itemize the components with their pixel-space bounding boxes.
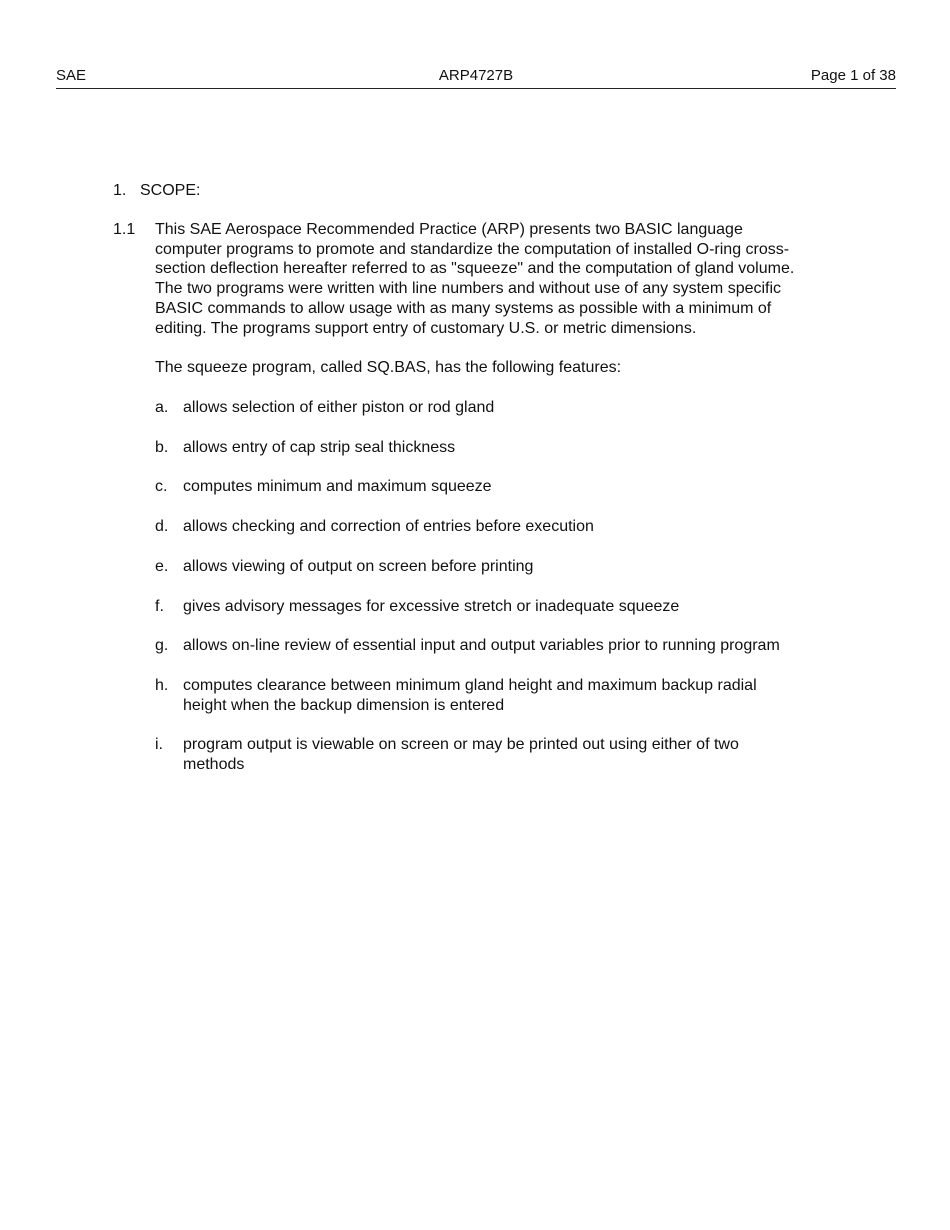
list-item (155, 438, 855, 458)
features-intro: The squeeze program, called SQ.BAS, has the following features: (155, 359, 622, 376)
list-item (155, 676, 855, 715)
list-item (155, 735, 855, 774)
list-item-label: g. (155, 637, 169, 655)
list-item (155, 517, 855, 537)
list-item-label: e. (155, 557, 169, 575)
header-doc-number: ARP4727B (438, 67, 514, 84)
section-heading (113, 181, 200, 201)
list-item-text: methods (183, 756, 245, 774)
paragraph-1-1 (113, 220, 853, 338)
paragraph-line: computer programs to promote and standardize the computation of installed O-ring cross- (155, 240, 790, 258)
page-header (56, 66, 896, 89)
list-item-text: allows selection of either piston or rod gland (183, 399, 495, 416)
paragraph-line: This SAE Aerospace Recommended Practice (ARP) presents two BASIC language (155, 221, 743, 238)
list-item (155, 557, 855, 577)
list-item-label: b. (155, 438, 169, 456)
list-item-label: c. (155, 478, 168, 496)
section-title: SCOPE: (140, 182, 201, 199)
paragraph-number: 1.1 (113, 221, 136, 238)
list-item-text: allows on-line review of essential input and output variables prior to running program (183, 637, 780, 655)
list-item-text: allows entry of cap strip seal thickness (183, 438, 456, 456)
list-item (155, 636, 855, 656)
paragraph-text (155, 220, 853, 338)
list-item-label: h. (155, 676, 169, 694)
list-item-label: i. (155, 736, 163, 754)
list-item-text: gives advisory messages for excessive stretch or inadequate squeeze (183, 597, 680, 615)
list-item-text: computes minimum and maximum squeeze (183, 478, 492, 496)
list-item (155, 597, 855, 617)
section-number: 1. (113, 182, 127, 199)
list-item-label: d. (155, 518, 169, 536)
paragraph-line: BASIC commands to allow usage with as many systems as possible with a minimum of (155, 299, 772, 317)
list-item-text: allows viewing of output on screen before printing (183, 557, 534, 575)
header-page-number: Page 1 of 38 (810, 67, 896, 84)
paragraph-line: The two programs were written with line numbers and without use of any system specific (155, 280, 782, 298)
list-item (155, 398, 855, 418)
list-item-label: f. (155, 597, 164, 615)
paragraph-line: section deflection hereafter referred to as "squeeze" and the computation of gland volume. (155, 260, 795, 278)
header-org: SAE (56, 67, 87, 84)
list-item-text: allows checking and correction of entries before execution (183, 518, 594, 536)
list-item-text: program output is viewable on screen or may be printed out using either of two (183, 736, 739, 754)
feature-list (155, 398, 855, 795)
list-item (155, 477, 855, 497)
list-item-label: a. (155, 399, 169, 416)
list-item-text: computes clearance between minimum gland height and maximum backup radial (183, 676, 757, 694)
paragraph-line: editing. The programs support entry of customary U.S. or metric dimensions. (155, 319, 697, 337)
list-item-text: height when the backup dimension is entered (183, 696, 505, 714)
